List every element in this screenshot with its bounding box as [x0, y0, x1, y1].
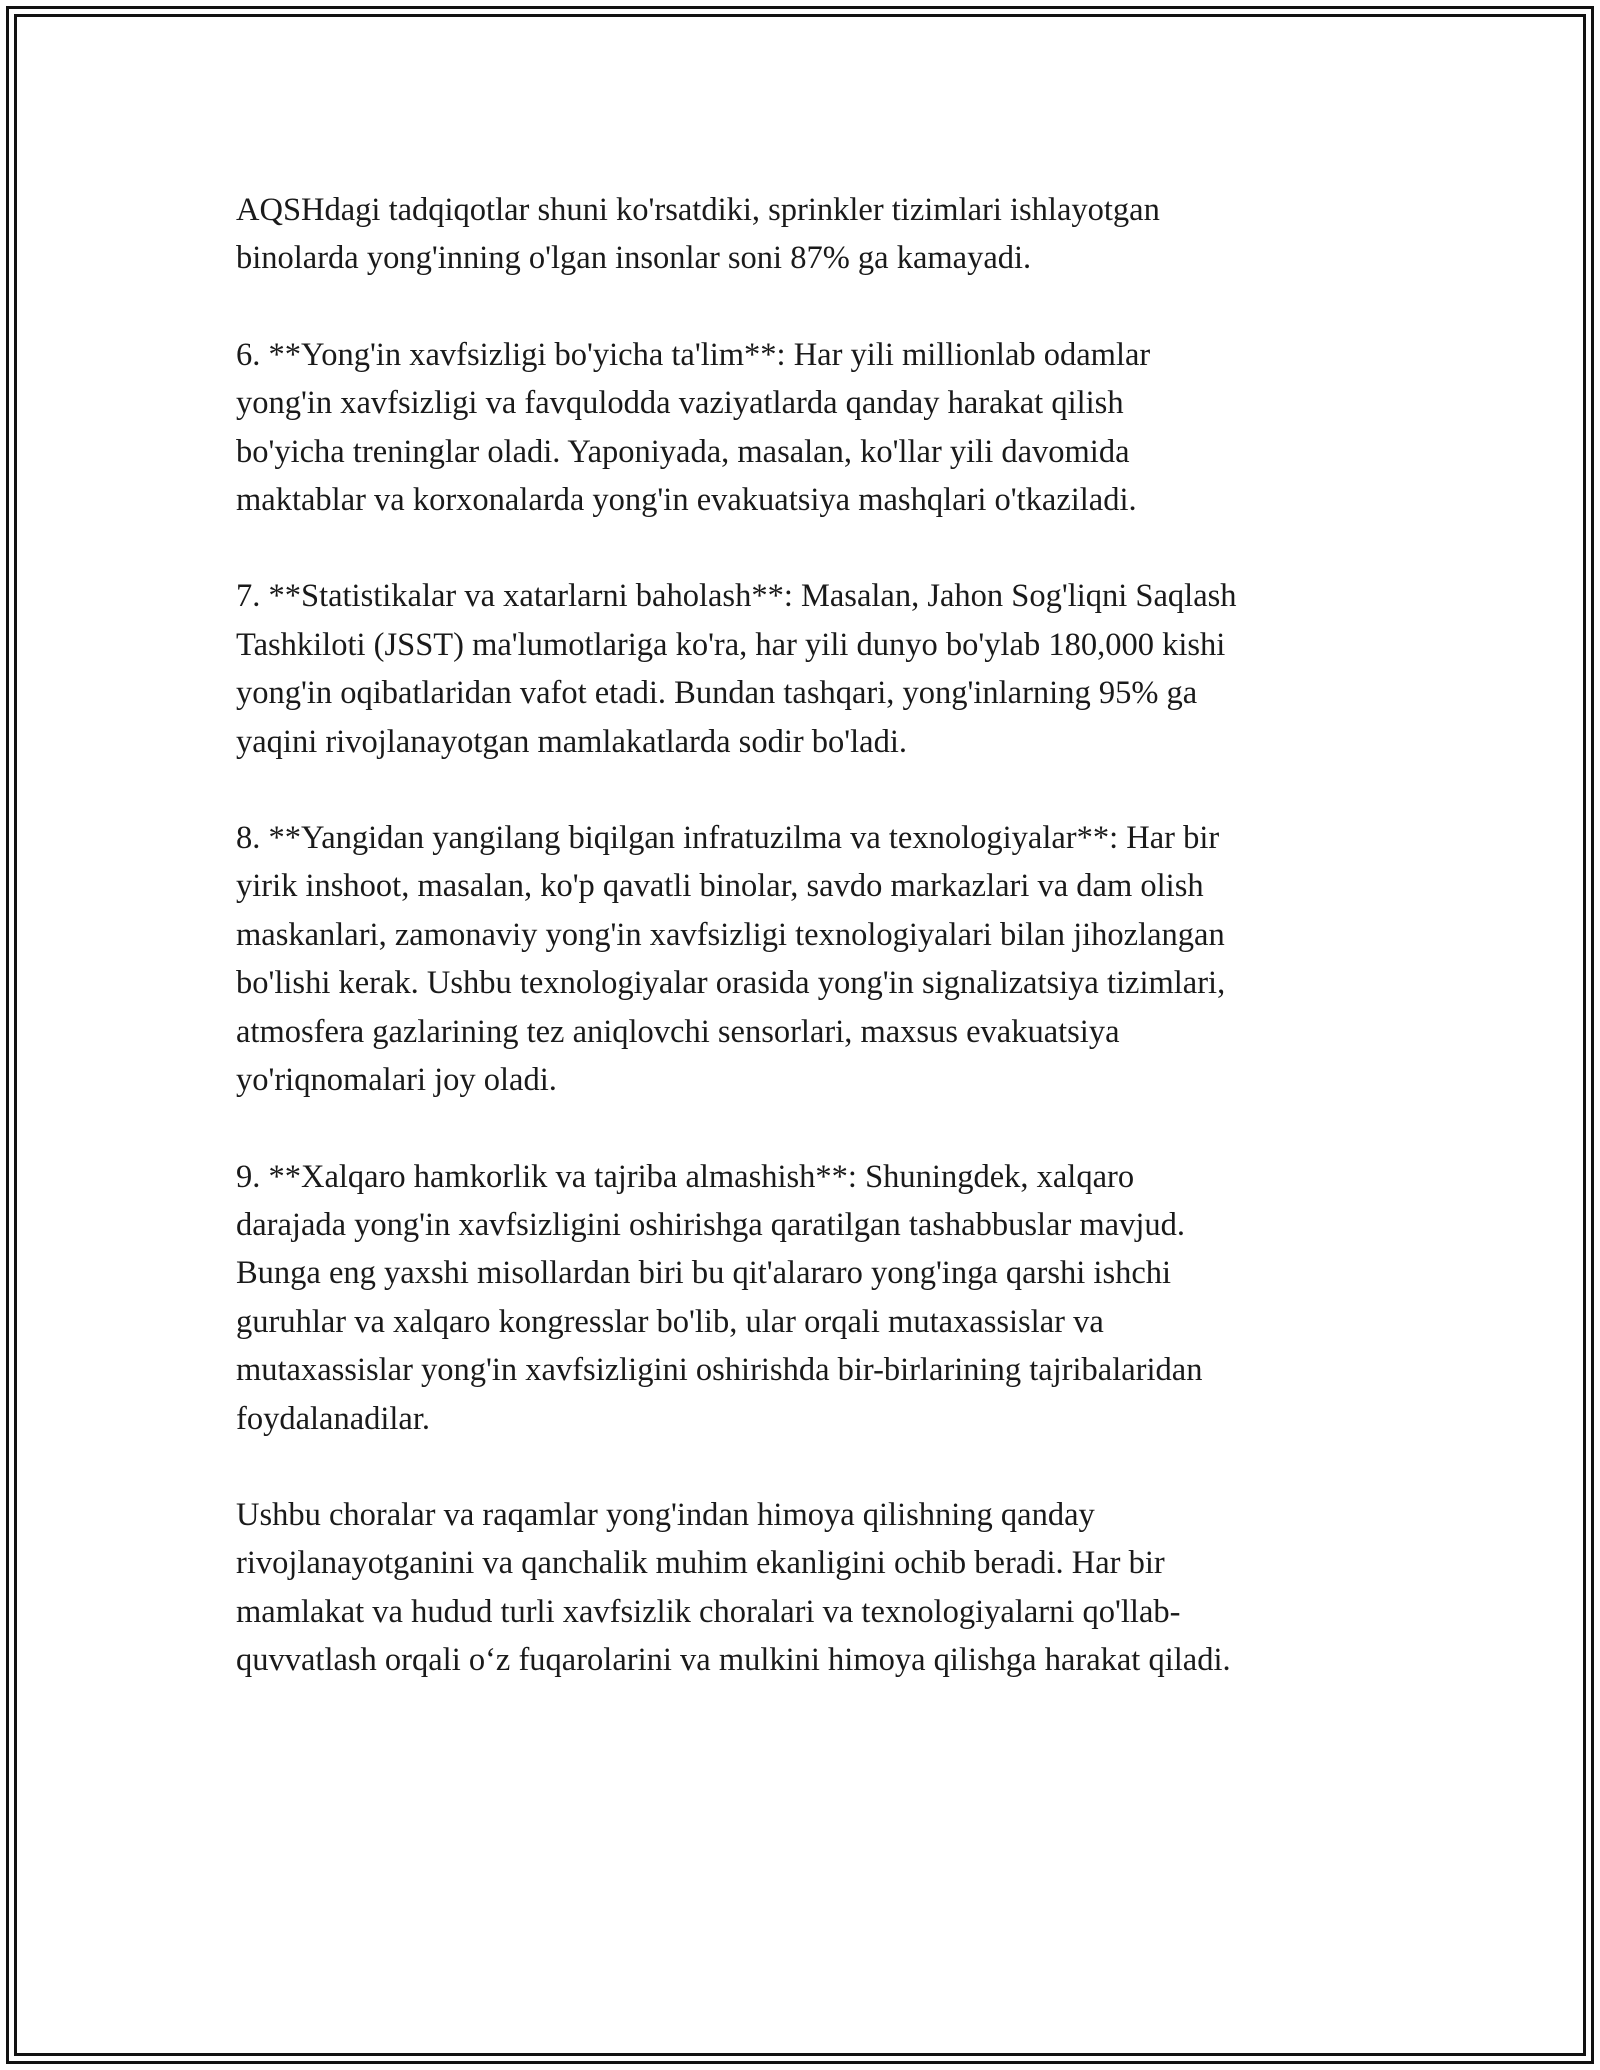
paragraph-item-7-statistics-risk-assessment: 7. **Statistikalar va xatarlarni baholash**: Masalan, Jahon Sog'liqni Saqlash Tashkiloti (JSST) ma'lumotlariga ko'ra, har yili dunyo bo'ylab 180,000 kishi yong'in oqibatlaridan vafot etadi. Bundan tashqari, yong'inlarning 95% ga yaqini rivojlanayotgan mamlakatlarda sodir bo'ladi.	[236, 578, 1237, 760]
paragraph-conclusion: Ushbu choralar va raqamlar yong'indan himoya qilishning qanday rivojlanayotganini va qanchalik muhim ekanligini ochib beradi. Har bir mamlakat va hudud turli xavfsizlik choralari va texnologiyalarni qo'llab- quvvatlash orqali o‘z fuqarolarini va mulkini himoya qilishga harakat qiladi.	[236, 1496, 1231, 1679]
paragraph-sprinkler-study: AQSHdagi tadqiqotlar shuni ko'rsatdiki, sprinkler tizimlari ishlayotgan binolarda yong'inning o'lgan insonlar soni 87% ga kamayadi.	[236, 192, 1160, 277]
paragraph-item-8-infrastructure-technologies: 8. **Yangidan yangilang biqilgan infratuzilma va texnologiyalar**: Har bir yirik inshoot, masalan, ko'p qavatli binolar, savdo markazlari va dam olish maskanlari, zamonaviy yong'in xavfsizligi texnologiyalari bilan jihozlangan bo'lishi kerak. Ushbu texnologiyalar orasida yong'in signalizatsiya tizimlari, atmosfera gazlarining tez aniqlovchi sensorlari, maxsus evakuatsiya yo'riqnomalari joy oladi.	[236, 820, 1226, 1099]
paragraph-item-6-fire-safety-education: 6. **Yong'in xavfsizligi bo'yicha ta'lim**: Har yili millionlab odamlar yong'in xavfsizligi va favqulodda vaziyatlarda qanday harakat qilish bo'yicha treninglar oladi. Yaponiyada, masalan, ko'llar yili davomida maktablar va korxonalarda yong'in evakuatsiya mashqlari o'tkaziladi.	[236, 336, 1151, 519]
document-body	[236, 186, 1376, 1733]
paragraph-item-9-international-cooperation: 9. **Xalqaro hamkorlik va tajriba almashish**: Shuningdek, xalqaro darajada yong'in xavfsizligini oshirishga qaratilgan tashabbuslar mavjud. Bunga eng yaxshi misollardan biri bu qit'alararo yong'inga qarshi ishchi guruhlar va xalqaro kongresslar bo'lib, ular orqali mutaxassislar va mutaxassislar yong'in xavfsizligini oshirishda bir-birlarining tajribalaridan foydalanadilar.	[236, 1158, 1203, 1437]
